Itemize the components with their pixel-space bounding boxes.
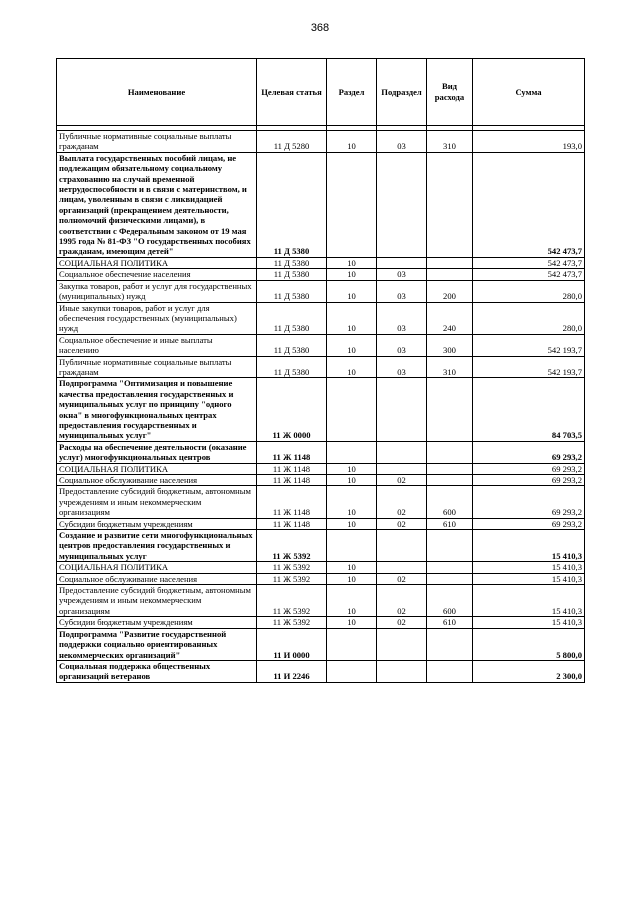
header-section: Раздел — [327, 59, 377, 126]
row-section-cell: 10 — [327, 463, 377, 474]
row-target-article-cell: 11 Ж 5392 — [257, 562, 327, 573]
row-subsection-cell — [377, 628, 427, 660]
row-section-cell — [327, 530, 377, 562]
row-target-article-cell: 11 Ж 1148 — [257, 486, 327, 518]
row-subsection-cell: 03 — [377, 269, 427, 280]
row-target-article-cell: 11 Ж 1148 — [257, 475, 327, 486]
row-name-cell: СОЦИАЛЬНАЯ ПОЛИТИКА — [57, 463, 257, 474]
row-expense-type-cell: 240 — [427, 302, 473, 334]
row-sum-cell: 542 473,7 — [473, 152, 585, 257]
row-subsection-cell — [377, 660, 427, 682]
row-sum-cell: 542 193,7 — [473, 334, 585, 356]
row-expense-type-cell — [427, 562, 473, 573]
row-name-cell: Социальное обслуживание населения — [57, 475, 257, 486]
table-row — [57, 628, 585, 660]
table-row — [57, 562, 585, 573]
row-target-article-cell: 11 Д 5380 — [257, 356, 327, 378]
table-row — [57, 334, 585, 356]
row-sum-cell: 193,0 — [473, 131, 585, 153]
row-target-article-cell: 11 Ж 1148 — [257, 463, 327, 474]
row-subsection-cell: 03 — [377, 280, 427, 302]
row-name-cell: Социальное обеспечение населения — [57, 269, 257, 280]
row-sum-cell: 2 300,0 — [473, 660, 585, 682]
row-name-cell: Закупка товаров, работ и услуг для государственных (муниципальных) нужд — [57, 280, 257, 302]
row-name-cell: Социальное обслуживание населения — [57, 573, 257, 584]
row-name-cell: Расходы на обеспечение деятельности (оказание услуг) многофункциональных центров — [57, 441, 257, 463]
row-name-cell: СОЦИАЛЬНАЯ ПОЛИТИКА — [57, 257, 257, 268]
table-row — [57, 617, 585, 628]
row-expense-type-cell: 600 — [427, 486, 473, 518]
row-sum-cell: 15 410,3 — [473, 573, 585, 584]
row-sum-cell: 69 293,2 — [473, 463, 585, 474]
row-subsection-cell — [377, 152, 427, 257]
table-row — [57, 302, 585, 334]
row-sum-cell: 69 293,2 — [473, 518, 585, 529]
row-sum-cell: 15 410,3 — [473, 585, 585, 617]
table-row — [57, 356, 585, 378]
row-target-article-cell: 11 Д 5380 — [257, 257, 327, 268]
row-sum-cell: 15 410,3 — [473, 530, 585, 562]
row-target-article-cell: 11 Д 5380 — [257, 302, 327, 334]
row-name-cell: СОЦИАЛЬНАЯ ПОЛИТИКА — [57, 562, 257, 573]
table-row — [57, 257, 585, 268]
table-row — [57, 573, 585, 584]
row-subsection-cell — [377, 441, 427, 463]
row-sum-cell: 542 473,7 — [473, 269, 585, 280]
row-subsection-cell — [377, 257, 427, 268]
row-name-cell: Социальное обеспечение и иные выплаты населению — [57, 334, 257, 356]
table-row — [57, 131, 585, 153]
row-section-cell — [327, 152, 377, 257]
row-section-cell: 10 — [327, 475, 377, 486]
row-target-article-cell: 11 Д 5380 — [257, 269, 327, 280]
row-expense-type-cell — [427, 441, 473, 463]
row-sum-cell: 5 800,0 — [473, 628, 585, 660]
row-name-cell: Социальная поддержка общественных организаций ветеранов — [57, 660, 257, 682]
row-expense-type-cell — [427, 628, 473, 660]
row-subsection-cell: 02 — [377, 617, 427, 628]
row-sum-cell: 69 293,2 — [473, 441, 585, 463]
row-expense-type-cell — [427, 378, 473, 441]
table-row — [57, 152, 585, 257]
row-sum-cell: 542 473,7 — [473, 257, 585, 268]
row-target-article-cell: 11 Д 5380 — [257, 152, 327, 257]
row-subsection-cell — [377, 463, 427, 474]
row-sum-cell: 280,0 — [473, 280, 585, 302]
header-expense-type: Вид расхода — [427, 59, 473, 126]
row-target-article-cell: 11 И 2246 — [257, 660, 327, 682]
table-row — [57, 518, 585, 529]
row-name-cell: Предоставление субсидий бюджетным, автономным учреждениям и иным некоммерческим организациям — [57, 585, 257, 617]
row-section-cell: 10 — [327, 302, 377, 334]
header-target-article: Целевая статья — [257, 59, 327, 126]
row-expense-type-cell: 310 — [427, 131, 473, 153]
row-expense-type-cell: 600 — [427, 585, 473, 617]
row-subsection-cell: 02 — [377, 475, 427, 486]
row-target-article-cell: 11 Ж 5392 — [257, 617, 327, 628]
row-name-cell: Субсидии бюджетным учреждениям — [57, 518, 257, 529]
row-section-cell: 10 — [327, 486, 377, 518]
row-section-cell: 10 — [327, 617, 377, 628]
row-subsection-cell: 03 — [377, 302, 427, 334]
row-sum-cell: 280,0 — [473, 302, 585, 334]
row-sum-cell: 69 293,2 — [473, 475, 585, 486]
table-row — [57, 463, 585, 474]
table-row — [57, 378, 585, 441]
row-name-cell: Подпрограмма "Оптимизация и повышение качества предоставления государственных и муниципальных услуг по принципу "одного окна" в многофункциональных центрах предоставления государственных и муниципальных услуг" — [57, 378, 257, 441]
table-row — [57, 486, 585, 518]
row-section-cell: 10 — [327, 518, 377, 529]
row-subsection-cell: 03 — [377, 356, 427, 378]
row-section-cell: 10 — [327, 573, 377, 584]
table-row — [57, 280, 585, 302]
row-expense-type-cell — [427, 530, 473, 562]
row-target-article-cell: 11 И 0000 — [257, 628, 327, 660]
row-expense-type-cell: 310 — [427, 356, 473, 378]
row-target-article-cell: 11 Ж 0000 — [257, 378, 327, 441]
row-name-cell: Публичные нормативные социальные выплаты гражданам — [57, 356, 257, 378]
row-subsection-cell: 03 — [377, 334, 427, 356]
row-expense-type-cell — [427, 660, 473, 682]
header-name: Наименование — [57, 59, 257, 126]
row-target-article-cell: 11 Ж 5392 — [257, 530, 327, 562]
row-name-cell: Иные закупки товаров, работ и услуг для обеспечения государственных (муниципальных) нужд — [57, 302, 257, 334]
row-expense-type-cell — [427, 463, 473, 474]
row-target-article-cell: 11 Ж 1148 — [257, 441, 327, 463]
row-section-cell: 10 — [327, 257, 377, 268]
row-section-cell — [327, 378, 377, 441]
row-section-cell — [327, 441, 377, 463]
row-section-cell: 10 — [327, 280, 377, 302]
row-section-cell — [327, 660, 377, 682]
row-expense-type-cell: 610 — [427, 518, 473, 529]
row-target-article-cell: 11 Д 5280 — [257, 131, 327, 153]
header-subsection: Подраздел — [377, 59, 427, 126]
table-row — [57, 530, 585, 562]
row-name-cell: Предоставление субсидий бюджетным, автономным учреждениям и иным некоммерческим организациям — [57, 486, 257, 518]
row-name-cell: Подпрограмма "Развитие государственной поддержки социально ориентированных некоммерческих организаций" — [57, 628, 257, 660]
row-subsection-cell: 03 — [377, 131, 427, 153]
row-section-cell: 10 — [327, 269, 377, 280]
row-subsection-cell — [377, 378, 427, 441]
table-row — [57, 269, 585, 280]
row-name-cell: Выплата государственных пособий лицам, не подлежащим обязательному социальному страхованию на случай временной нетрудоспособности и в связи с материнством, и лицам, уволенным в связи с ликвидацией организаций (прекращением деятельности, полномочий физическими лицами), в соответствии с Федеральным законом от 19 мая 1995 года № 81-ФЗ "О государственных пособиях гражданам, имеющим детей" — [57, 152, 257, 257]
table-row — [57, 585, 585, 617]
row-target-article-cell: 11 Д 5380 — [257, 280, 327, 302]
row-target-article-cell: 11 Ж 1148 — [257, 518, 327, 529]
row-sum-cell: 15 410,3 — [473, 617, 585, 628]
row-section-cell: 10 — [327, 334, 377, 356]
row-section-cell: 10 — [327, 356, 377, 378]
row-section-cell: 10 — [327, 585, 377, 617]
row-expense-type-cell — [427, 475, 473, 486]
row-subsection-cell — [377, 562, 427, 573]
row-sum-cell: 84 703,5 — [473, 378, 585, 441]
row-expense-type-cell: 300 — [427, 334, 473, 356]
header-sum: Сумма — [473, 59, 585, 126]
table-header-row — [57, 59, 585, 126]
row-sum-cell: 15 410,3 — [473, 562, 585, 573]
row-name-cell: Субсидии бюджетным учреждениям — [57, 617, 257, 628]
row-section-cell: 10 — [327, 131, 377, 153]
row-subsection-cell: 02 — [377, 585, 427, 617]
row-expense-type-cell — [427, 269, 473, 280]
row-subsection-cell: 02 — [377, 486, 427, 518]
row-name-cell: Создание и развитие сети многофункциональных центров предоставления государственных и муниципальных услуг — [57, 530, 257, 562]
row-target-article-cell: 11 Ж 5392 — [257, 585, 327, 617]
row-expense-type-cell — [427, 573, 473, 584]
row-expense-type-cell — [427, 152, 473, 257]
row-sum-cell: 542 193,7 — [473, 356, 585, 378]
row-expense-type-cell — [427, 257, 473, 268]
row-sum-cell: 69 293,2 — [473, 486, 585, 518]
row-subsection-cell: 02 — [377, 518, 427, 529]
budget-table — [56, 58, 585, 683]
row-section-cell — [327, 628, 377, 660]
table-row — [57, 441, 585, 463]
row-section-cell: 10 — [327, 562, 377, 573]
table-row — [57, 660, 585, 682]
row-target-article-cell: 11 Ж 5392 — [257, 573, 327, 584]
row-target-article-cell: 11 Д 5380 — [257, 334, 327, 356]
table-row — [57, 475, 585, 486]
row-name-cell: Публичные нормативные социальные выплаты гражданам — [57, 131, 257, 153]
row-subsection-cell: 02 — [377, 573, 427, 584]
row-expense-type-cell: 200 — [427, 280, 473, 302]
page-number: 368 — [310, 22, 330, 34]
row-expense-type-cell: 610 — [427, 617, 473, 628]
row-subsection-cell — [377, 530, 427, 562]
